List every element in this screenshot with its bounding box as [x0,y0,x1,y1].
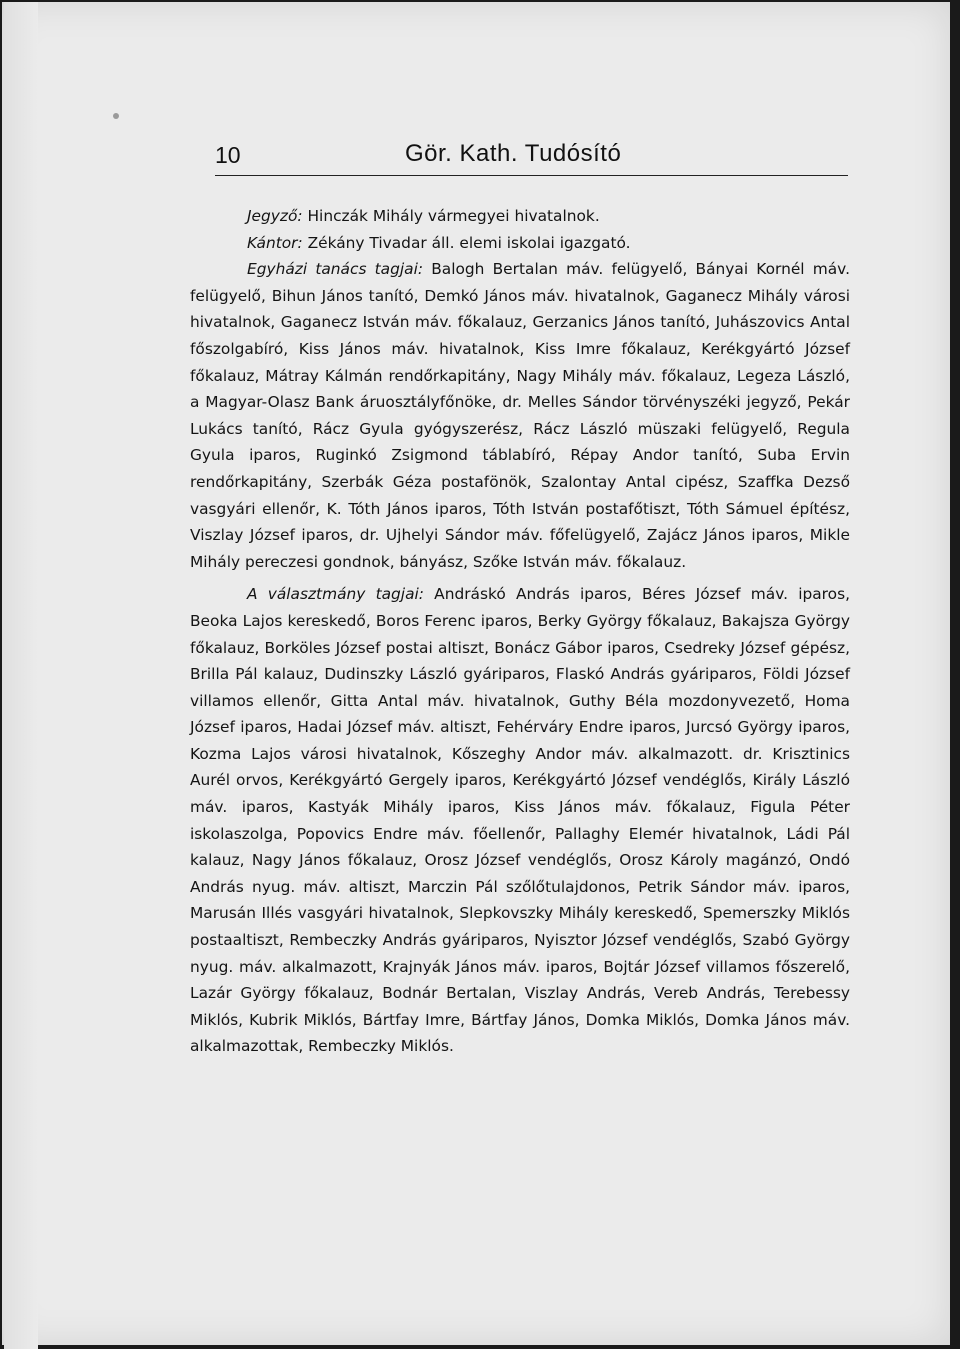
page-gutter-shadow [4,2,38,1349]
entry-text: Andráskó András iparos, Béres József máv. iparos, Beoka Lajos kereskedő, Boros Ferenc iparos, Berky György főkalauz, Bakajsza György főkalauz, Borköles József postai altiszt, Bonácz Gábor iparos, Csedreky József gépész, Brilla Pál kalauz, Dudinszky László gyáriparos, Flaskó András gyáriparos, Földi József villamos ellenőr, Gitta Antal máv. hivatalnok, Guthy Béla mozdonyvezető, Homa József iparos, Hadai József máv. altiszt, Fehérváry Endre iparos, Jurcsó György iparos, Kozma Lajos városi hivatalnok, Kőszeghy Andor máv. alkalmazott. dr. Krisztinics Aurél orvos, Kerékgyártó Gergely iparos, Kerékgyártó József vendéglős, Király László máv. iparos, Kastyák Mihály iparos, Kiss János máv. főkalauz, Figula Péter iskolaszolga, Popovics Endre máv. főellenőr, Pallaghy Elemér hivatalnok, Ládi Pál kalauz, Nagy János főkalauz, Orosz József vendéglős, Orosz Károly magánzó, Ondó András nyug. máv. altiszt, Marczin Pál szőlőtulajdonos, Petrik Sándor máv. iparos, Marusán Illés vasgyári hivatalnok, Slepkovszky Mihály kereskedő, Spemerszky Miklós postaaltiszt, Rembeczky András gyáriparos, Nyisztor József vendéglős, Szabó György nyug. máv. alkalmazott, Krajnyák János máv. iparos, Bojtár József villamos főszerelő, Lazár György főkalauz, Bodnár Bertalan, Viszlay András, Vereb András, Terebessy Miklós, Kubrik Miklós, Bártfay Imre, Bártfay János, Domka Miklós, Domka János máv. alkalmazottak, Rembeczky Miklós. [190,585,850,1056]
entry-label: A választmány tagjai: [247,585,424,604]
running-title: Gör. Kath. Tudósító [405,140,622,167]
header-rule [215,175,848,176]
entry-text: Balogh Bertalan máv. felügyelő, Bányai Kornél máv. felügyelő, Bihun János tanító, Demkó János máv. hivatalnok, Gaganecz Mihály városi hivatalnok, Gaganecz István máv. főkalauz, Gerzanics János tanító, Juhászovics Antal főszolgabíró, Kiss János máv. hivatalnok, Kiss Imre főkalauz, Kerékgyártó József főkalauz, Mátray Kálmán rendőrkapitány, Nagy Mihály máv. főkalauz, Legeza László, a Magyar-Olasz Bank áruosztályfőnöke, dr. Melles Sándor törvényszéki jegyző, Pekár Lukács tanító, Rácz Gyula gyógyszerész, Rácz László müszaki felügyelő, Regula Gyula iparos, Ruginkó Zsigmond táblabíró, Répay Andor tanító, Suba Ervin rendőrkapitány, Szerbák Géza postafönök, Szalontay Antal cipész, Szaffka Dezső vasgyári ellenőr, K. Tóth János iparos, Tóth István postafőtiszt, Tóth Sámuel építész, Viszlay József iparos, dr. Ujhelyi Sándor máv. főfelügyelő, Zajácz János iparos, Mikle Mihály pereczesi gondnok, bányász, Szőke István máv. főkalauz. [190,260,850,571]
entry-text: Hinczák Mihály vármegyei hivatalnok. [302,207,600,225]
entry-text: Zékány Tivadar áll. elemi iskolai igazgató. [302,233,631,252]
body-text [190,203,850,1060]
page-number: 10 [215,142,241,168]
entry-label: Jegyző: [247,207,303,225]
entry-kantor [190,230,850,257]
entry-valasztmany [190,581,850,1060]
entry-label: Kántor: [247,233,303,252]
entry-jegyzo [190,203,850,230]
page-header [215,142,850,178]
entry-label: Egyházi tanács tagjai: [247,260,424,279]
entry-egyhazi-tanacs [190,256,850,575]
paper-speck [113,113,119,119]
